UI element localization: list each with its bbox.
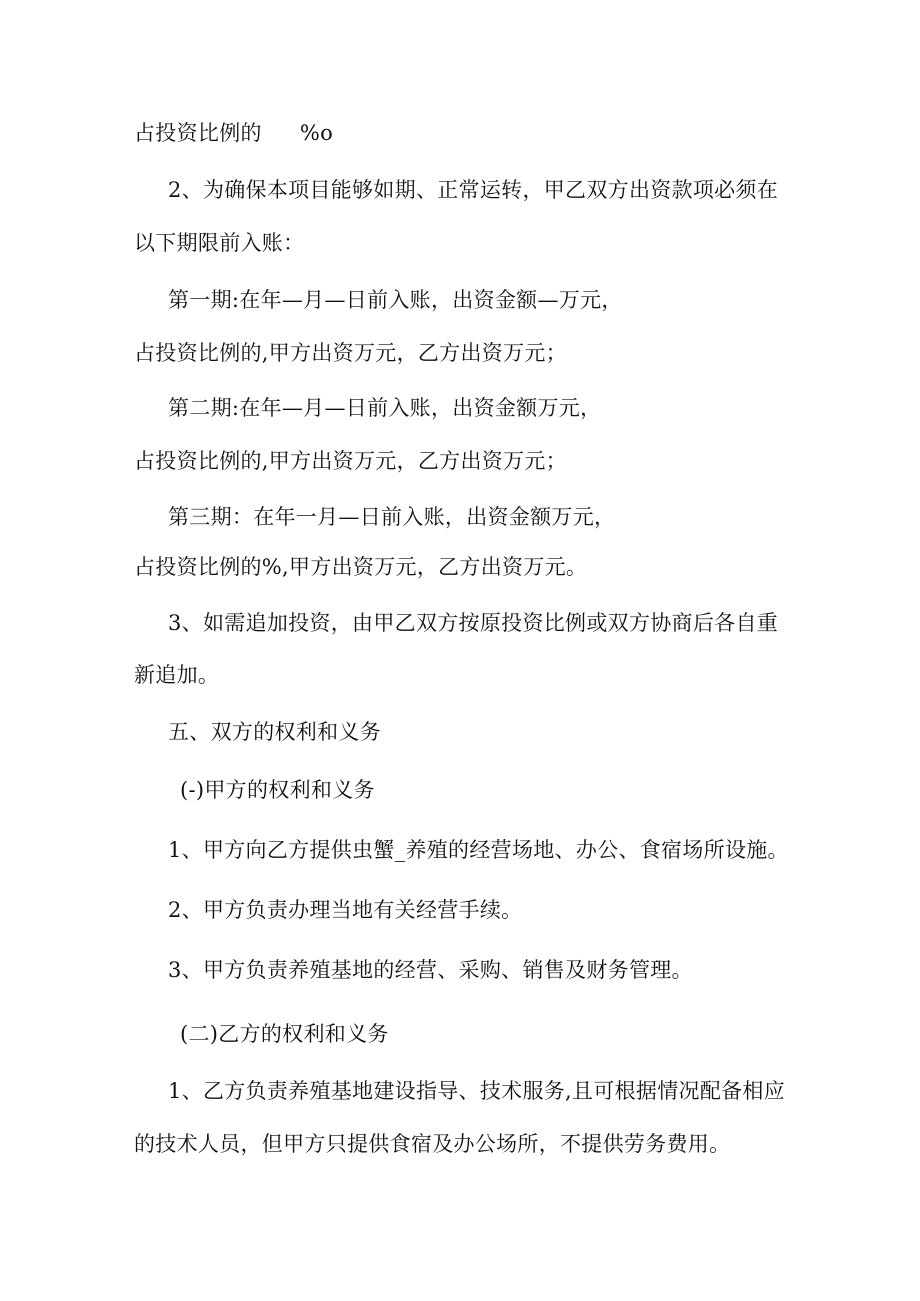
percent-symbol: %o <box>299 121 334 145</box>
payment-phase-3: 第三期：在年一月—日前入账，出资金额万元， <box>168 505 616 529</box>
text-line: 占投资比例的,甲方出资万元，乙方出资万元； <box>134 449 567 473</box>
list-item: 3、甲方负责养殖基地的经营、采购、销售及财务管理。 <box>168 958 693 982</box>
subsection-heading: (二)乙方的权利和义务 <box>180 1022 389 1046</box>
paragraph-clause-2: 2、为确保本项目能够如期、正常运转，甲乙双方出资款项必须在 <box>168 178 779 202</box>
paragraph-clause-3: 3、如需追加投资，由甲乙双方按原投资比例或双方协商后各自重 <box>168 611 779 635</box>
text-line: 占投资比例的,甲方出资万元，乙方出资万元； <box>134 341 567 365</box>
payment-phase-1: 第一期:在年—月—日前入账，出资金额—万元， <box>168 288 623 312</box>
text-line <box>134 119 333 147</box>
text-line: 以下期限前入账： <box>134 231 305 255</box>
subsection-heading: (-)甲方的权利和义务 <box>180 778 375 802</box>
text-line: 占投资比例的%,甲方出资万元，乙方出资万元。 <box>134 555 588 579</box>
list-item: 2、甲方负责办理当地有关经营手续。 <box>168 898 523 922</box>
payment-phase-2: 第二期:在年—月—日前入账，出资金额万元， <box>168 396 602 420</box>
text-line: 的技术人员，但甲方只提供食宿及办公场所，不提供劳务费用。 <box>134 1132 731 1156</box>
section-heading: 五、双方的权利和义务 <box>168 720 381 744</box>
text-line: 新追加。 <box>134 663 220 687</box>
list-item: 1、乙方负责养殖基地建设指导、技术服务,且可根据情况配备相应 <box>168 1079 786 1103</box>
line-text: 占投资比例的 <box>134 121 262 145</box>
list-item: 1、甲方向乙方提供虫蟹_养殖的经营场地、办公、食宿场所设施。 <box>168 838 789 862</box>
